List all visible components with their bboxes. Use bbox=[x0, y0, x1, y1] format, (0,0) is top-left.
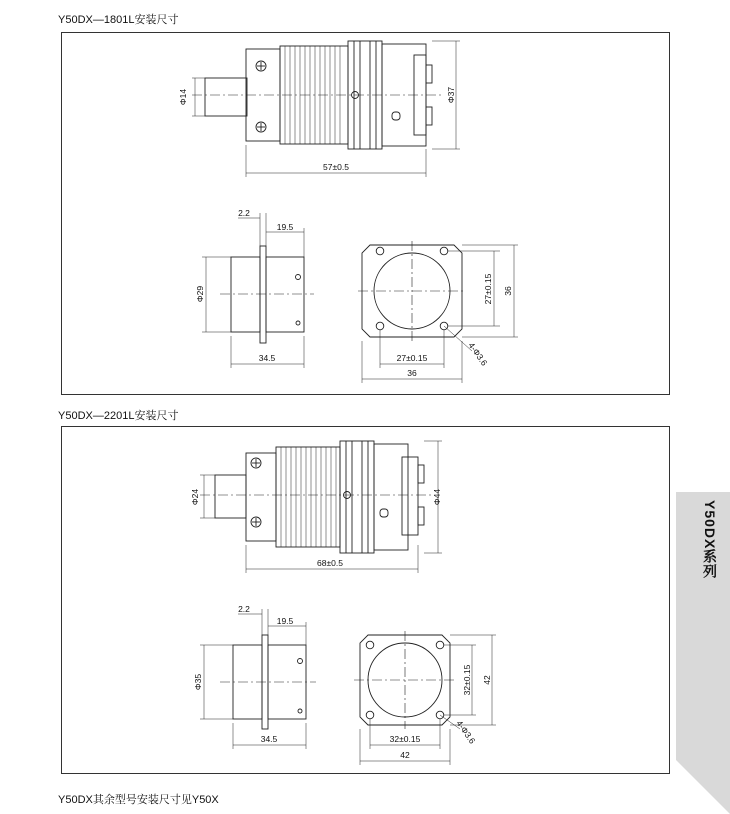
drawing-panel-2 bbox=[61, 426, 670, 774]
dim-hole-pitch-v: 32±0.15 bbox=[462, 664, 472, 696]
dim-depth: 19.5 bbox=[276, 222, 294, 232]
drawing-2 bbox=[62, 427, 671, 775]
dim-dia-side: Φ35 bbox=[193, 673, 203, 691]
dim-flange-h: 42 bbox=[400, 750, 410, 760]
panel-side-view bbox=[231, 246, 304, 343]
dim-length: 57±0.5 bbox=[323, 162, 349, 172]
dim-side-len: 34.5 bbox=[258, 353, 276, 363]
dim-holes: 4-Φ3.6 bbox=[466, 340, 490, 368]
tab-folded-corner bbox=[676, 760, 730, 814]
dim-dia-large: Φ37 bbox=[446, 86, 456, 104]
drawing-1 bbox=[62, 33, 671, 396]
dim-holes: 4-Φ3.6 bbox=[454, 718, 478, 746]
footer-note: Y50DX其余型号安装尺寸见Y50X bbox=[58, 794, 219, 806]
dim-flange-v: 36 bbox=[503, 286, 513, 296]
dim-length: 68±0.5 bbox=[317, 558, 343, 568]
dim-flange-thk: 2.2 bbox=[238, 208, 250, 218]
dim-dia-side: Φ29 bbox=[195, 285, 205, 303]
dim-hole-pitch-h: 27±0.15 bbox=[396, 353, 428, 363]
dim-hole-pitch-h: 32±0.15 bbox=[389, 734, 421, 744]
connector-side-view bbox=[215, 441, 424, 553]
dim-dia-small: Φ24 bbox=[190, 488, 200, 506]
section-2-title: Y50DX—2201L安装尺寸 bbox=[58, 410, 179, 422]
dim-dia-small: Φ14 bbox=[178, 88, 188, 106]
dim-flange-thk: 2.2 bbox=[238, 604, 250, 614]
dim-flange-h: 36 bbox=[407, 368, 417, 378]
dim-depth: 19.5 bbox=[276, 616, 294, 626]
dim-hole-pitch-v: 27±0.15 bbox=[483, 273, 493, 305]
dim-side-len: 34.5 bbox=[260, 734, 278, 744]
series-tab-label: Y50DX系列 bbox=[702, 500, 718, 580]
section-1-title: Y50DX—1801L安装尺寸 bbox=[58, 14, 179, 26]
dim-flange-v: 42 bbox=[482, 675, 492, 685]
dim-dia-large: Φ44 bbox=[432, 488, 442, 506]
drawing-panel-1 bbox=[61, 32, 670, 395]
